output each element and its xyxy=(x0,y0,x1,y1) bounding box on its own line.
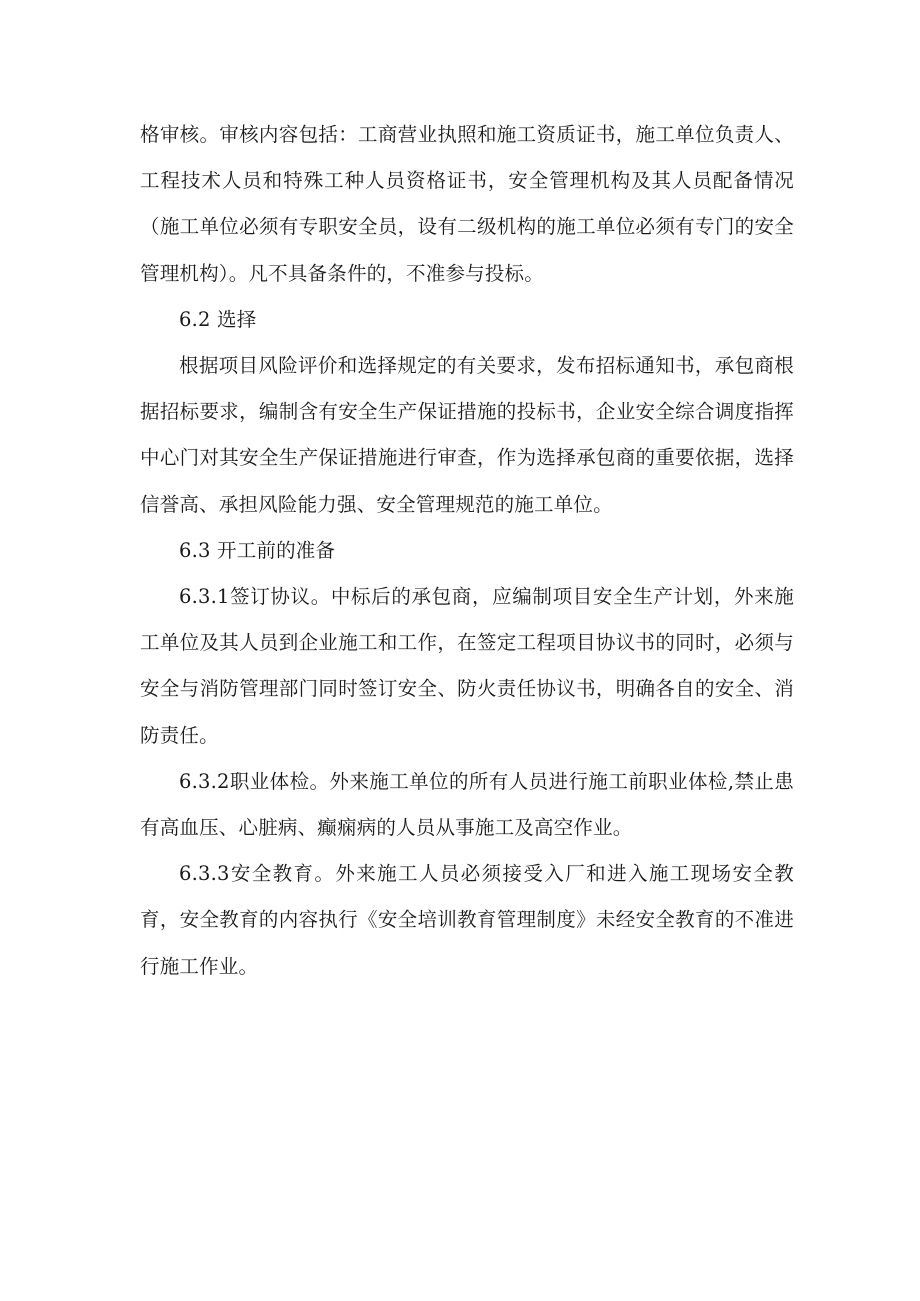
paragraph-qualification-review: 格审核。审核内容包括：工商营业执照和施工资质证书，施工单位负责人、工程技术人员和特殊工种人员资格证书，安全管理机构及其人员配备情况（施工单位必须有专职安全员，设有二级机构的施工单位必须有专门的安全管理机构）。凡不具备条件的，不准参与投标。 xyxy=(140,123,794,285)
document-body xyxy=(140,112,794,990)
paragraph-6-3-2-health-check: 6.3.2职业体检。外来施工单位的所有人员进行施工前职业体检,禁止患有高血压、心脏病、癫痫病的人员从事施工及高空作业。 xyxy=(140,769,794,840)
paragraph-6-3-3-safety-education: 6.3.3安全教育。外来施工人员必须接受入厂和进入施工现场安全教育，安全教育的内容执行《安全培训教育管理制度》未经安全教育的不准进行施工作业。 xyxy=(140,862,794,978)
section-heading-6-3: 6.3 开工前的准备 xyxy=(179,538,336,562)
section-heading-6-2: 6.2 选择 xyxy=(179,307,257,331)
paragraph-selection: 根据项目风险评价和选择规定的有关要求，发布招标通知书，承包商根据招标要求，编制含有安全生产保证措施的投标书，企业安全综合调度指挥中心门对其安全生产保证措施进行审查，作为选择承包商的重要依据，选择信誉高、承担风险能力强、安全管理规范的施工单位。 xyxy=(140,354,794,516)
paragraph-6-3-1-sign-agreement: 6.3.1签订协议。中标后的承包商，应编制项目安全生产计划，外来施工单位及其人员到企业施工和工作，在签定工程项目协议书的同时，必须与安全与消防管理部门同时签订安全、防火责任协议书，明确各自的安全、消防责任。 xyxy=(140,585,794,747)
